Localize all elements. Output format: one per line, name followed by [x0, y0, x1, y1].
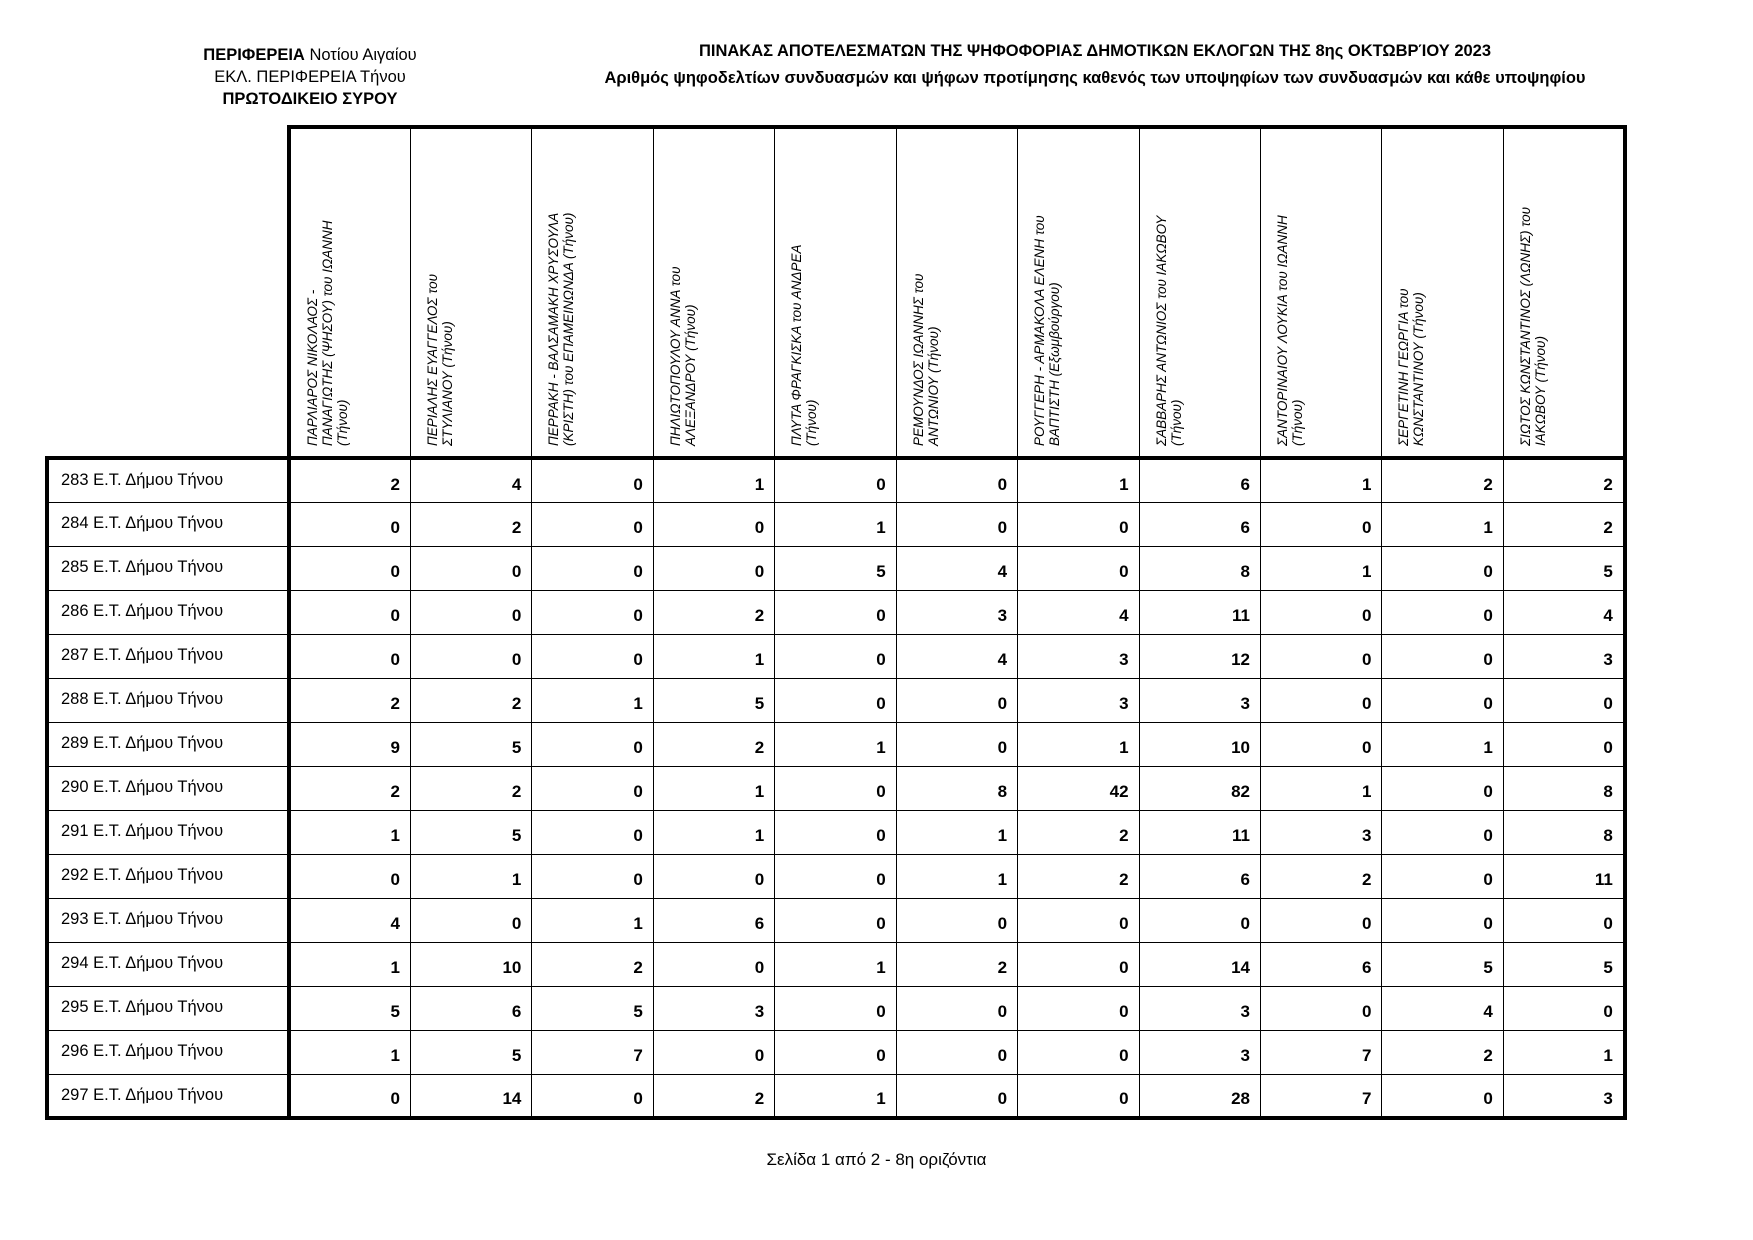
vote-count-cell: 2: [1382, 458, 1503, 502]
vote-count-cell: 0: [896, 986, 1017, 1030]
vote-count-cell: 2: [653, 722, 774, 766]
vote-count-cell: 0: [653, 1030, 774, 1074]
candidate-name-line: ΣΙΩΤΟΣ ΚΩΝΣΤΑΝΤΙΝΟΣ (ΛΩΝΗΣ) του: [1517, 206, 1533, 446]
vote-count-cell: 14: [1139, 942, 1260, 986]
vote-count-cell: 11: [1139, 590, 1260, 634]
vote-count-cell: 0: [410, 546, 531, 590]
vote-count-cell: 5: [410, 1030, 531, 1074]
vote-count-cell: 1: [1261, 546, 1382, 590]
vote-count-cell: 11: [1139, 810, 1260, 854]
candidate-name: [1396, 146, 1426, 446]
candidate-name: [1032, 146, 1062, 446]
vote-count-cell: 0: [653, 546, 774, 590]
candidate-header: [1018, 127, 1139, 458]
vote-count-cell: 2: [410, 766, 531, 810]
vote-count-cell: 0: [896, 678, 1017, 722]
table-row: [47, 986, 1625, 1030]
vote-count-cell: 1: [653, 766, 774, 810]
polling-station-label: 292 Ε.Τ. Δήμου Τήνου: [47, 854, 289, 898]
vote-count-cell: 0: [1382, 678, 1503, 722]
vote-count-cell: 28: [1139, 1074, 1260, 1118]
vote-count-cell: 0: [532, 634, 653, 678]
polling-station-label: 297 Ε.Τ. Δήμου Τήνου: [47, 1074, 289, 1118]
candidate-header: [1261, 127, 1382, 458]
polling-station-label: 296 Ε.Τ. Δήμου Τήνου: [47, 1030, 289, 1074]
vote-count-cell: 3: [1503, 634, 1624, 678]
candidate-name: [668, 146, 698, 446]
vote-count-cell: 2: [1018, 854, 1139, 898]
polling-station-label: 293 Ε.Τ. Δήμου Τήνου: [47, 898, 289, 942]
vote-count-cell: 0: [289, 854, 410, 898]
vote-count-cell: 4: [1503, 590, 1624, 634]
candidate-name-line: (ΚΡΙΣΤΗ) του ΕΠΑΜΕΙΝΩΝΔΑ (Τήνου): [561, 212, 577, 446]
table-row: [47, 810, 1625, 854]
vote-count-cell: 3: [1503, 1074, 1624, 1118]
vote-count-cell: 2: [532, 942, 653, 986]
vote-count-cell: 11: [1503, 854, 1624, 898]
candidate-name-line: (Τήνου): [804, 399, 820, 446]
candidate-name: [425, 146, 455, 446]
vote-count-cell: 0: [775, 634, 896, 678]
table-row: [47, 546, 1625, 590]
candidate-name-line: ΒΑΠΤΙΣΤΗ (Εξωμβούργου): [1047, 282, 1063, 446]
vote-count-cell: 0: [775, 590, 896, 634]
vote-count-cell: 7: [1261, 1030, 1382, 1074]
vote-count-cell: 2: [1503, 458, 1624, 502]
vote-count-cell: 1: [289, 942, 410, 986]
candidate-name-line: ΙΑΚΩΒΟΥ (Τήνου): [1532, 336, 1548, 446]
court-name: ΠΡΩΤΟΔΙΚΕΙΟ ΣΥΡΟΥ: [222, 90, 398, 108]
vote-count-cell: 1: [289, 1030, 410, 1074]
candidate-header: [775, 127, 896, 458]
vote-count-cell: 6: [1139, 502, 1260, 546]
vote-count-cell: 82: [1139, 766, 1260, 810]
candidate-name-line: (Τήνου): [335, 399, 350, 446]
vote-count-cell: 3: [653, 986, 774, 1030]
vote-count-cell: 1: [532, 678, 653, 722]
vote-count-cell: 0: [1261, 986, 1382, 1030]
vote-count-cell: 4: [1382, 986, 1503, 1030]
candidate-header: [289, 127, 410, 458]
vote-count-cell: 1: [410, 854, 531, 898]
vote-count-cell: 0: [1503, 898, 1624, 942]
table-row: [47, 898, 1625, 942]
vote-count-cell: 8: [896, 766, 1017, 810]
vote-count-cell: 8: [1503, 810, 1624, 854]
vote-count-cell: 0: [775, 678, 896, 722]
vote-count-cell: 0: [653, 942, 774, 986]
vote-count-cell: 0: [1382, 590, 1503, 634]
vote-count-cell: 4: [896, 546, 1017, 590]
candidate-name: [1518, 146, 1548, 446]
vote-count-cell: 4: [410, 458, 531, 502]
candidate-name-line: ΠΕΡΙΑΛΗΣ ΕΥΑΓΓΕΛΟΣ του: [424, 274, 440, 446]
vote-count-cell: 0: [532, 458, 653, 502]
vote-count-cell: 3: [1018, 678, 1139, 722]
vote-count-cell: 1: [1018, 722, 1139, 766]
vote-count-cell: 6: [1261, 942, 1382, 986]
title-line-2: Αριθμός ψηφοδελτίων συνδυασμών και ψήφων προτίμησης καθενός των υποψηφίων των συνδυασμών και κάθε υποψηφίου: [604, 69, 1586, 87]
polling-station-label: 290 Ε.Τ. Δήμου Τήνου: [47, 766, 289, 810]
vote-count-cell: 0: [896, 502, 1017, 546]
region-label: ΠΕΡΙΦΕΡΕΙΑ: [203, 46, 305, 64]
vote-count-cell: 0: [532, 810, 653, 854]
polling-station-label: 283 Ε.Τ. Δήμου Τήνου: [47, 458, 289, 502]
vote-count-cell: 1: [896, 810, 1017, 854]
vote-count-cell: 1: [1382, 502, 1503, 546]
vote-count-cell: 3: [1018, 634, 1139, 678]
candidate-name-line: (Τήνου): [1290, 399, 1305, 446]
vote-count-cell: 5: [1382, 942, 1503, 986]
vote-count-cell: 0: [1018, 1030, 1139, 1074]
vote-count-cell: 5: [532, 986, 653, 1030]
vote-count-cell: 0: [1261, 722, 1382, 766]
vote-count-cell: 0: [532, 590, 653, 634]
vote-count-cell: 0: [1018, 502, 1139, 546]
vote-count-cell: 2: [1503, 502, 1624, 546]
polling-station-label: 295 Ε.Τ. Δήμου Τήνου: [47, 986, 289, 1030]
candidate-name-line: ΑΛΕΞΑΝΔΡΟΥ (Τήνου): [682, 304, 698, 446]
candidate-name-line: ΣΕΡΓΕΤΙΝΗ ΓΕΩΡΓΙΑ του: [1396, 288, 1412, 446]
candidate-name-line: ΣΑΝΤΟΡΙΝΑΙΟΥ ΛΟΥΚΙΑ του ΙΩΑΝΝΗ: [1275, 215, 1290, 446]
vote-count-cell: 0: [1503, 678, 1624, 722]
page-footer: Σελίδα 1 από 2 - 8η οριζόντια: [766, 1150, 987, 1169]
title-line-1: ΠΙΝΑΚΑΣ ΑΠΟΤΕΛΕΣΜΑΤΩΝ ΤΗΣ ΨΗΦΟΦΟΡΙΑΣ ΔΗΜΟΤΙΚΩΝ ΕΚΛΟΓΩΝ ΤΗΣ 8ης ΟΚΤΩΒΡΊΟΥ 2023: [698, 42, 1492, 60]
vote-count-cell: 0: [896, 458, 1017, 502]
candidate-name: [305, 146, 350, 446]
table-row: [47, 942, 1625, 986]
candidate-name-line: ΠΗΛΙΩΤΟΠΟΥΛΟΥ ΑΝΝΑ του: [667, 266, 683, 446]
vote-count-cell: 1: [1261, 766, 1382, 810]
vote-count-cell: 8: [1503, 766, 1624, 810]
vote-count-cell: 1: [1018, 458, 1139, 502]
vote-count-cell: 0: [775, 898, 896, 942]
vote-count-cell: 42: [1018, 766, 1139, 810]
vote-count-cell: 0: [775, 766, 896, 810]
candidate-name-line: ΡΕΜΟΥΝΔΟΣ ΙΩΑΝΝΗΣ του: [910, 273, 926, 446]
vote-count-cell: 10: [1139, 722, 1260, 766]
vote-count-cell: 0: [1018, 942, 1139, 986]
vote-count-cell: 1: [896, 854, 1017, 898]
candidate-name: [911, 146, 941, 446]
vote-count-cell: 4: [1018, 590, 1139, 634]
table-row: [47, 634, 1625, 678]
vote-count-cell: 0: [532, 722, 653, 766]
vote-count-cell: 0: [289, 634, 410, 678]
vote-count-cell: 1: [775, 1074, 896, 1118]
vote-count-cell: 5: [775, 546, 896, 590]
candidate-header: [896, 127, 1017, 458]
vote-count-cell: 1: [289, 810, 410, 854]
table-row: [47, 502, 1625, 546]
vote-count-cell: 1: [775, 502, 896, 546]
vote-count-cell: 5: [289, 986, 410, 1030]
vote-count-cell: 0: [1503, 722, 1624, 766]
vote-count-cell: 0: [896, 1030, 1017, 1074]
table-row: [47, 766, 1625, 810]
vote-count-cell: 0: [775, 458, 896, 502]
vote-count-cell: 0: [775, 810, 896, 854]
vote-count-cell: 0: [1382, 1074, 1503, 1118]
vote-count-cell: 0: [1382, 546, 1503, 590]
vote-count-cell: 0: [289, 502, 410, 546]
vote-count-cell: 7: [532, 1030, 653, 1074]
electoral-district: ΕΚΛ. ΠΕΡΙΦΕΡΕΙΑ Τήνου: [214, 68, 406, 86]
polling-station-label: 286 Ε.Τ. Δήμου Τήνου: [47, 590, 289, 634]
vote-count-cell: 10: [410, 942, 531, 986]
vote-count-cell: 8: [1139, 546, 1260, 590]
candidate-name: [1154, 146, 1184, 446]
vote-count-cell: 0: [532, 502, 653, 546]
candidate-header: [653, 127, 774, 458]
vote-count-cell: 1: [653, 458, 774, 502]
vote-count-cell: 1: [775, 942, 896, 986]
vote-count-cell: 6: [1139, 854, 1260, 898]
polling-station-label: 285 Ε.Τ. Δήμου Τήνου: [47, 546, 289, 590]
vote-count-cell: 0: [775, 986, 896, 1030]
polling-station-label: 291 Ε.Τ. Δήμου Τήνου: [47, 810, 289, 854]
candidate-header: [1382, 127, 1503, 458]
candidate-name-line: (Τήνου): [1168, 399, 1184, 446]
vote-count-cell: 0: [1382, 898, 1503, 942]
vote-count-cell: 0: [1261, 678, 1382, 722]
vote-count-cell: 0: [1261, 634, 1382, 678]
vote-count-cell: 2: [653, 1074, 774, 1118]
vote-count-cell: 5: [653, 678, 774, 722]
vote-count-cell: 0: [289, 1074, 410, 1118]
vote-count-cell: 0: [1382, 634, 1503, 678]
candidate-name: [546, 146, 576, 446]
vote-count-cell: 2: [410, 502, 531, 546]
vote-count-cell: 6: [1139, 458, 1260, 502]
vote-count-cell: 9: [289, 722, 410, 766]
vote-count-cell: 0: [1382, 810, 1503, 854]
header-corner: [47, 127, 289, 458]
vote-count-cell: 0: [410, 590, 531, 634]
vote-count-cell: 0: [896, 722, 1017, 766]
vote-count-cell: 0: [1261, 502, 1382, 546]
table-row: [47, 1074, 1625, 1118]
vote-count-cell: 2: [289, 458, 410, 502]
table-row: [47, 678, 1625, 722]
polling-station-label: 284 Ε.Τ. Δήμου Τήνου: [47, 502, 289, 546]
vote-count-cell: 4: [289, 898, 410, 942]
vote-count-cell: 5: [410, 810, 531, 854]
candidate-header-row: [47, 127, 1625, 458]
vote-count-cell: 0: [1503, 986, 1624, 1030]
vote-count-cell: 2: [653, 590, 774, 634]
vote-count-cell: 0: [775, 854, 896, 898]
vote-count-cell: 0: [532, 546, 653, 590]
vote-count-cell: 0: [896, 898, 1017, 942]
vote-count-cell: 2: [1261, 854, 1382, 898]
vote-count-cell: 0: [775, 1030, 896, 1074]
polling-station-label: 289 Ε.Τ. Δήμου Τήνου: [47, 722, 289, 766]
vote-count-cell: 0: [289, 546, 410, 590]
vote-count-cell: 0: [1018, 1074, 1139, 1118]
vote-count-cell: 3: [1139, 678, 1260, 722]
polling-station-label: 288 Ε.Τ. Δήμου Τήνου: [47, 678, 289, 722]
vote-count-cell: 0: [1382, 854, 1503, 898]
candidate-name-line: ΠΑΡΛΙΑΡΟΣ ΝΙΚΟΛΑΟΣ -: [305, 289, 320, 446]
vote-count-cell: 0: [1139, 898, 1260, 942]
region-name: Νοτίου Αιγαίου: [309, 46, 417, 64]
vote-count-cell: 6: [653, 898, 774, 942]
vote-count-cell: 0: [410, 634, 531, 678]
vote-count-cell: 0: [410, 898, 531, 942]
results-table: [45, 125, 1627, 1120]
polling-station-label: 294 Ε.Τ. Δήμου Τήνου: [47, 942, 289, 986]
vote-count-cell: 0: [1018, 986, 1139, 1030]
vote-count-cell: 2: [896, 942, 1017, 986]
vote-count-cell: 1: [653, 810, 774, 854]
table-row: [47, 854, 1625, 898]
vote-count-cell: 3: [896, 590, 1017, 634]
candidate-name-line: ΣΤΥΛΙΑΝΟΥ (Τήνου): [439, 321, 455, 446]
vote-count-cell: 0: [532, 854, 653, 898]
vote-count-cell: 0: [532, 1074, 653, 1118]
vote-count-cell: 1: [1503, 1030, 1624, 1074]
vote-count-cell: 2: [289, 766, 410, 810]
vote-count-cell: 14: [410, 1074, 531, 1118]
vote-count-cell: 2: [1382, 1030, 1503, 1074]
vote-count-cell: 1: [1261, 458, 1382, 502]
results-body: [47, 458, 1625, 1118]
vote-count-cell: 6: [410, 986, 531, 1030]
candidate-header: [410, 127, 531, 458]
vote-count-cell: 2: [410, 678, 531, 722]
table-row: [47, 458, 1625, 502]
vote-count-cell: 0: [1261, 898, 1382, 942]
vote-count-cell: 0: [653, 502, 774, 546]
candidate-name-line: ΠΑΝΑΓΙΩΤΗΣ (ΨΗΣΟΥ) του ΙΩΑΝΝΗ: [320, 220, 335, 446]
vote-count-cell: 7: [1261, 1074, 1382, 1118]
candidate-name-line: ΚΩΝΣΤΑΝΤΙΝΟΥ (Τήνου): [1411, 292, 1427, 446]
candidate-header: [532, 127, 653, 458]
vote-count-cell: 12: [1139, 634, 1260, 678]
table-row: [47, 590, 1625, 634]
candidate-name-line: ΑΝΤΩΝΙΟΥ (Τήνου): [925, 326, 941, 446]
vote-count-cell: 0: [289, 590, 410, 634]
vote-count-cell: 3: [1261, 810, 1382, 854]
polling-station-label: 287 Ε.Τ. Δήμου Τήνου: [47, 634, 289, 678]
region-line: [150, 44, 470, 66]
vote-count-cell: 1: [775, 722, 896, 766]
candidate-header: [1139, 127, 1260, 458]
vote-count-cell: 2: [289, 678, 410, 722]
candidate-name-line: ΣΑΒΒΑΡΗΣ ΑΝΤΩΝΙΟΣ του ΙΑΚΩΒΟΥ: [1153, 215, 1169, 446]
vote-count-cell: 1: [532, 898, 653, 942]
vote-count-cell: 5: [1503, 942, 1624, 986]
vote-count-cell: 1: [1382, 722, 1503, 766]
vote-count-cell: 2: [1018, 810, 1139, 854]
vote-count-cell: 0: [1018, 898, 1139, 942]
table-row: [47, 722, 1625, 766]
vote-count-cell: 4: [896, 634, 1017, 678]
issuer-header: [150, 44, 470, 110]
vote-count-cell: 0: [896, 1074, 1017, 1118]
candidate-name-line: ΠΛΥΤΑ ΦΡΑΓΚΙΣΚΑ του ΑΝΔΡΕΑ: [789, 244, 805, 446]
vote-count-cell: 0: [1382, 766, 1503, 810]
vote-count-cell: 5: [1503, 546, 1624, 590]
vote-count-cell: 0: [653, 854, 774, 898]
vote-count-cell: 0: [1261, 590, 1382, 634]
vote-count-cell: 0: [1018, 546, 1139, 590]
candidate-name: [1275, 146, 1305, 446]
candidate-header: [1503, 127, 1624, 458]
vote-count-cell: 3: [1139, 1030, 1260, 1074]
vote-count-cell: 3: [1139, 986, 1260, 1030]
vote-count-cell: 0: [532, 766, 653, 810]
vote-count-cell: 1: [653, 634, 774, 678]
candidate-name-line: ΠΕΡΡΑΚΗ - ΒΑΛΣΑΜΑΚΗ ΧΡΥΣΟΥΛΑ: [546, 212, 562, 446]
vote-count-cell: 5: [410, 722, 531, 766]
document-title: [540, 38, 1650, 92]
candidate-name-line: ΡΟΥΓΓΕΡΗ - ΑΡΜΑΚΟΛΑ ΕΛΕΝΗ του: [1032, 215, 1048, 446]
table-row: [47, 1030, 1625, 1074]
candidate-name: [789, 146, 819, 446]
